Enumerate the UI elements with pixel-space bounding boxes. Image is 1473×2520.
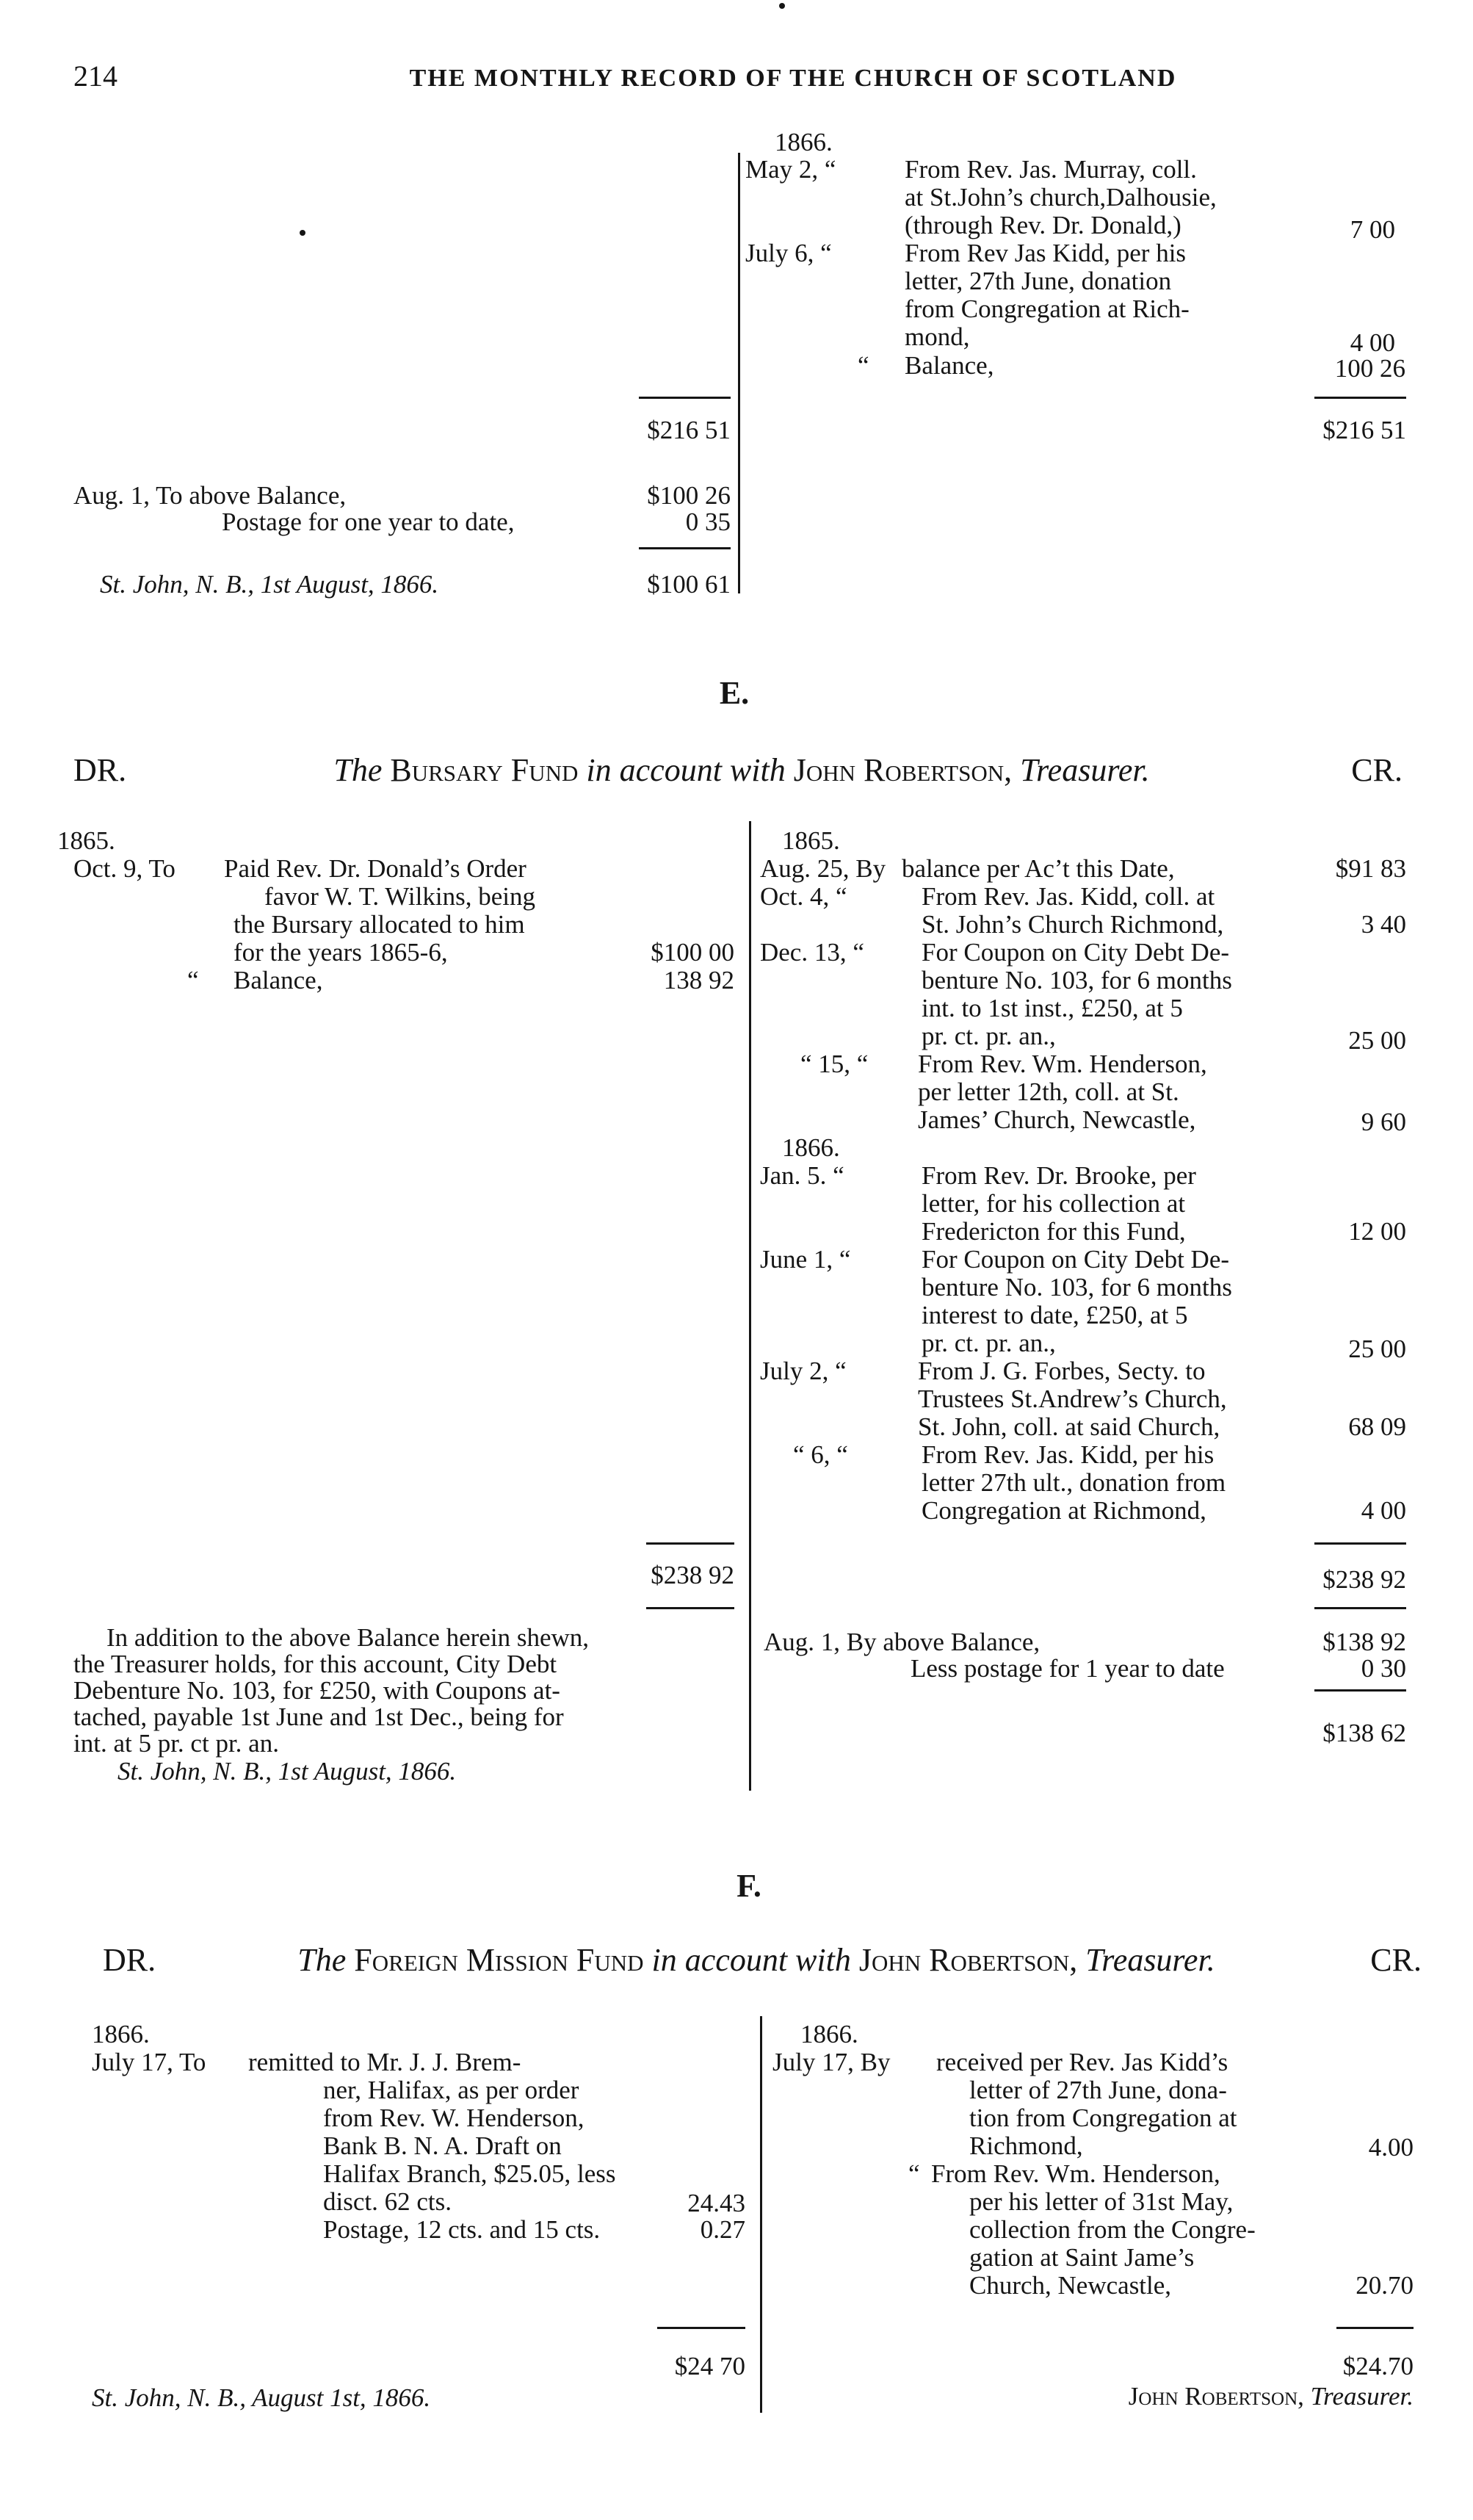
page-number: 214	[73, 59, 117, 93]
entry-text: balance per Ac’t this Date,	[902, 854, 1175, 883]
place-date: St. John, N. B., 1st August, 1866.	[100, 570, 439, 599]
entry-text: benture No. 103, for 6 months	[922, 966, 1232, 994]
entry-amount: $100 00	[651, 938, 734, 967]
balance-line: Aug. 1, To above Balance,	[73, 481, 347, 510]
entry-text: From Rev Jas Kidd, per his	[905, 239, 1187, 267]
entry-date: July 2, “	[760, 1357, 847, 1385]
ledger-year: 1866.	[800, 2020, 858, 2048]
entry-amount: 4 00	[1350, 328, 1395, 357]
total-rule	[639, 547, 731, 549]
title-part: The	[333, 752, 383, 788]
entry-date: “ 6, “	[793, 1440, 848, 1469]
ledger-year: 1866.	[775, 128, 833, 156]
ledger-total: $24 70	[674, 2352, 745, 2380]
note-line: tached, payable 1st June and 1st Dec., being for	[73, 1703, 564, 1731]
entry-text: ner, Halifax, as per order	[323, 2076, 579, 2104]
entry-text: mond,	[905, 322, 970, 351]
title-part: John Robertson,	[858, 1942, 1078, 1978]
entry-text: Richmond,	[969, 2131, 1083, 2160]
entry-text: the Bursary allocated to him	[234, 910, 525, 939]
entry-text: Congregation at Richmond,	[922, 1496, 1206, 1525]
entry-date: July 17, To	[92, 2048, 206, 2076]
balance-line: Aug. 1, By above Balance,	[764, 1628, 1040, 1656]
entry-amount: 138 92	[663, 966, 734, 994]
entry-text: favor W. T. Wilkins, being	[264, 882, 535, 911]
note-line: int. at 5 pr. ct pr. an.	[73, 1729, 279, 1758]
entry-date: “	[187, 966, 199, 994]
entry-text: Fredericton for this Fund,	[922, 1217, 1186, 1246]
section-letter: F.	[736, 1868, 761, 1904]
ledger-total: $24.70	[1342, 2352, 1414, 2380]
entry-date: Jan. 5. “	[760, 1161, 844, 1190]
print-speck	[779, 3, 785, 9]
ledger-total: $216 51	[1322, 416, 1406, 444]
postage-line: Postage for one year to date,	[222, 508, 515, 536]
entry-date: “	[858, 351, 869, 380]
ledger-total: $238 92	[651, 1561, 734, 1589]
entry-text: letter 27th ult., donation from	[922, 1468, 1226, 1497]
dr-label: DR.	[73, 752, 127, 788]
entry-amount: 25 00	[1348, 1026, 1406, 1055]
entry-text: disct. 62 cts.	[323, 2187, 452, 2216]
title-part: Treasurer.	[1020, 752, 1150, 788]
note-line: Debenture No. 103, for £250, with Coupons at-	[73, 1676, 560, 1705]
ledger-year: 1866.	[92, 2020, 150, 2048]
entry-text: per letter 12th, coll. at St.	[918, 1077, 1179, 1106]
final-total: $138 62	[1322, 1719, 1406, 1747]
entry-date: “ 15, “	[800, 1050, 869, 1078]
title-part: The	[297, 1942, 347, 1978]
entry-amount: 3 40	[1361, 910, 1406, 939]
entry-text: benture No. 103, for 6 months	[922, 1273, 1232, 1301]
entry-text: From Rev. Dr. Brooke, per	[922, 1161, 1196, 1190]
entry-text: letter, 27th June, donation	[905, 267, 1172, 295]
ledger-year: 1866.	[782, 1133, 840, 1162]
signature	[955, 2383, 1414, 2409]
entry-amount: 0.27	[700, 2215, 745, 2244]
balance-amount: $100 26	[647, 481, 731, 510]
entry-text: int. to 1st inst., £250, at 5	[922, 994, 1183, 1022]
ledger-divider	[749, 821, 751, 1791]
entry-text: From Rev. Jas. Kidd, per his	[922, 1440, 1215, 1469]
entry-date: Aug. 25, By	[760, 854, 886, 883]
entry-text: letter, for his collection at	[922, 1189, 1186, 1218]
total-rule	[1314, 397, 1406, 399]
entry-text: gation at Saint Jame’s	[969, 2243, 1195, 2272]
signature-title: Treasurer.	[1310, 2382, 1414, 2411]
entry-amount: $91 83	[1335, 854, 1406, 883]
entry-text: per his letter of 31st May,	[969, 2187, 1234, 2216]
entry-text: remitted to Mr. J. J. Brem-	[248, 2048, 521, 2076]
entry-text: St. John’s Church Richmond,	[922, 910, 1224, 939]
total-rule	[1336, 2327, 1414, 2329]
title-part: Treasurer.	[1085, 1942, 1215, 1978]
entry-date: Oct. 9, To	[73, 854, 175, 883]
ledger-total: $216 51	[647, 416, 731, 444]
entry-text: received per Rev. Jas Kidd’s	[936, 2048, 1228, 2076]
entry-text: (through Rev. Dr. Donald,)	[905, 211, 1181, 239]
entry-text: tion from Congregation at	[969, 2104, 1237, 2132]
section-letter: E.	[719, 675, 750, 711]
ledger-total: $238 92	[1322, 1565, 1406, 1594]
cr-label: CR.	[1351, 752, 1403, 788]
entry-amount: 4 00	[1361, 1496, 1406, 1525]
total-rule	[646, 1607, 734, 1609]
cr-label: CR.	[1370, 1942, 1422, 1978]
entry-text: For Coupon on City Debt De-	[922, 938, 1230, 967]
title-part: in account with	[586, 752, 786, 788]
dr-label: DR.	[103, 1942, 156, 1978]
place-date: St. John, N. B., August 1st, 1866.	[92, 2383, 431, 2412]
final-total: $100 61	[647, 570, 731, 599]
entry-text: collection from the Congre-	[969, 2215, 1256, 2244]
total-rule	[639, 397, 731, 399]
entry-date: May 2, “	[745, 155, 836, 184]
entry-amount: 100 26	[1334, 354, 1405, 383]
ledger-year: 1865.	[782, 826, 840, 855]
signature-name: John Robertson,	[1128, 2382, 1304, 2411]
entry-date: Oct. 4, “	[760, 882, 847, 911]
entry-text: from Congregation at Rich-	[905, 295, 1190, 323]
total-rule	[1314, 1689, 1406, 1692]
postage-amount: 0 35	[685, 508, 731, 536]
entry-amount: 25 00	[1348, 1335, 1406, 1363]
balance-amount: $138 92	[1322, 1628, 1406, 1656]
entry-amount: 7 00	[1350, 215, 1395, 244]
total-rule	[1314, 1542, 1406, 1545]
entry-text: pr. ct. pr. an.,	[922, 1329, 1056, 1357]
entry-text: From J. G. Forbes, Secty. to	[918, 1357, 1206, 1385]
entry-text: James’ Church, Newcastle,	[918, 1105, 1196, 1134]
title-part: in account with	[651, 1942, 851, 1978]
entry-date: “	[908, 2159, 920, 2188]
postage-line: Less postage for 1 year to date	[911, 1654, 1225, 1683]
entry-text: From Rev. Jas. Kidd, coll. at	[922, 882, 1215, 911]
entry-date: July 17, By	[772, 2048, 891, 2076]
entry-text: Trustees St.Andrew’s Church,	[918, 1384, 1227, 1413]
entry-text: letter of 27th June, dona-	[969, 2076, 1227, 2104]
entry-date: June 1, “	[760, 1245, 851, 1274]
entry-amount: 68 09	[1348, 1412, 1406, 1441]
total-rule	[1314, 1607, 1406, 1609]
entry-date: Dec. 13, “	[760, 938, 864, 967]
entry-date: July 6, “	[745, 239, 832, 267]
entry-text: for the years 1865-6,	[234, 938, 448, 967]
entry-text: Church, Newcastle,	[969, 2271, 1172, 2300]
entry-text: For Coupon on City Debt De-	[922, 1245, 1230, 1274]
title-part: John Robertson,	[793, 752, 1013, 788]
entry-text: From Rev. Jas. Murray, coll.	[905, 155, 1197, 184]
entry-text: pr. ct. pr. an.,	[922, 1022, 1056, 1050]
account-title	[220, 754, 1263, 787]
postage-amount: 0 30	[1361, 1654, 1406, 1683]
ledger-divider	[760, 2016, 762, 2413]
entry-amount: 9 60	[1361, 1108, 1406, 1136]
account-title	[184, 1944, 1329, 1976]
title-part: Foreign Mission Fund	[354, 1942, 644, 1978]
entry-amount: 24.43	[687, 2189, 745, 2217]
note-line: the Treasurer holds, for this account, City Debt	[73, 1650, 557, 1678]
total-rule	[646, 1542, 734, 1545]
entry-text: Balance,	[234, 966, 323, 994]
entry-amount: 4.00	[1368, 2133, 1414, 2162]
entry-text: Halifax Branch, $25.05, less	[323, 2159, 616, 2188]
print-speck	[300, 230, 305, 236]
entry-text: St. John, coll. at said Church,	[918, 1412, 1220, 1441]
entry-text: from Rev. W. Henderson,	[323, 2104, 585, 2132]
entry-text: Paid Rev. Dr. Donald’s Order	[224, 854, 526, 883]
total-rule	[657, 2327, 745, 2329]
note-line: In addition to the above Balance herein shewn,	[106, 1623, 590, 1652]
entry-amount: 20.70	[1356, 2271, 1414, 2300]
entry-text: interest to date, £250, at 5	[922, 1301, 1188, 1329]
entry-text: Balance,	[905, 351, 994, 380]
entry-text: From Rev. Wm. Henderson,	[931, 2159, 1220, 2188]
running-title: THE MONTHLY RECORD OF THE CHURCH OF SCOTLAND	[409, 65, 1177, 92]
entry-text: Postage, 12 cts. and 15 cts.	[323, 2215, 601, 2244]
ledger-year: 1865.	[57, 826, 115, 855]
ledger-divider	[738, 153, 740, 593]
place-date: St. John, N. B., 1st August, 1866.	[117, 1757, 457, 1786]
entry-text: From Rev. Wm. Henderson,	[918, 1050, 1207, 1078]
entry-text: Bank B. N. A. Draft on	[323, 2131, 562, 2160]
title-part: Bursary Fund	[390, 752, 579, 788]
entry-amount: 12 00	[1348, 1217, 1406, 1246]
entry-text: at St.John’s church,Dalhousie,	[905, 183, 1217, 212]
